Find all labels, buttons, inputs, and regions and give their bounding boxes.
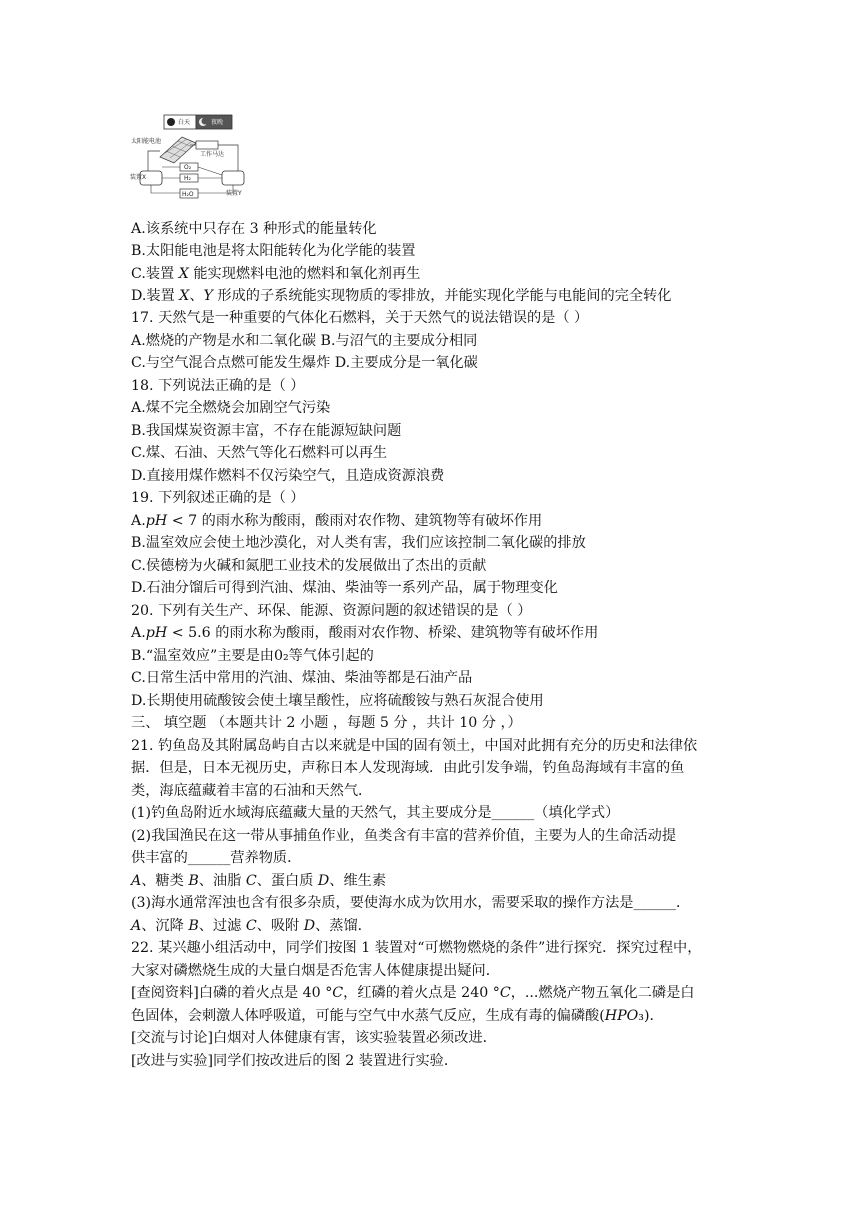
flow-h2o-x	[151, 185, 180, 193]
question-22-improvement: [改进与实验]同学们按改进后的图 2 装置进行实验．	[131, 1053, 459, 1069]
option-19c: C.侯德榜为火碱和氮肥工业技术的发展做出了杰出的贡献	[131, 558, 487, 574]
energy-system-svg	[130, 113, 248, 203]
flow-o2-y	[198, 167, 222, 175]
device-x-label: 装置X	[130, 174, 147, 181]
question-22-line2: 大家对磷燃烧生成的大量白烟是否危害人体健康提出疑问．	[131, 963, 500, 979]
option-18d: D.直接用煤作燃料不仅污染空气，且造成资源浪费	[131, 468, 445, 484]
question-22-discussion: [交流与讨论]白烟对人体健康有害，该实验装置必须改进．	[131, 1030, 497, 1046]
solar-cell-label: 太阳能电池	[131, 138, 162, 145]
wire-right	[218, 145, 238, 173]
question-21-line3: 类，海底蕴藏着丰富的石油和天然气．	[131, 783, 373, 799]
option-20b: B.“温室效应”主要是由0₂等气体引起的	[131, 648, 374, 664]
question-21-line1: 21. 钓鱼岛及其附属岛屿自古以来就是中国的固有领土，中国对此拥有充分的历史和法律依	[131, 738, 698, 754]
section-3-heading: 三、 填空题 （本题共计 2 小题 ，每题 5 分 ，共计 10 分 ，）	[131, 715, 522, 731]
question-22-line1: 22. 某兴趣小组活动中，同学们按图 1 装置对“可燃物燃烧的条件”进行探究．探究过程中，	[131, 940, 702, 956]
question-21-part3-options: 𝐴、沉降 𝐵、过滤 𝐶、吸附 𝐷、蒸馏．	[131, 918, 372, 934]
device-y-label: 装置Y	[226, 190, 242, 197]
option-16b: B.太阳能电池是将太阳能转化为化学能的装置	[131, 243, 416, 259]
option-18a: A.煤不完全燃烧会加剧空气污染	[131, 400, 331, 416]
question-21-part1: (1)钓鱼岛附近水域海底蕴藏大量的天然气，其主要成分是______（填化学式）	[131, 805, 620, 821]
night-label: 夜晚	[211, 119, 224, 126]
option-16d: D.装置 𝑋、𝑌 形成的子系统能实现物质的零排放，并能实现化学能与电能间的完全转化	[131, 288, 672, 304]
option-19b: B.温室效应会使土地沙漠化，对人类有害，我们应该控制二氧化碳的排放	[131, 535, 586, 551]
o2-label: O₂	[184, 164, 192, 171]
work-motor-box	[196, 141, 218, 149]
option-19d: D.石油分馏后可得到汽油、煤油、柴油等一系列产品，属于物理变化	[131, 580, 558, 596]
question-21-part3: (3)海水通常浑浊也含有很多杂质，要使海水成为饮用水，需要采取的操作方法是______．	[131, 895, 691, 911]
question-21-part2-line2: 供丰富的______营养物质．	[131, 850, 302, 866]
option-20c: C.日常生活中常用的汽油、煤油、柴油等都是石油产品	[131, 670, 473, 686]
h2o-label: H₂O	[182, 191, 194, 198]
question-21-part2-options: 𝐴、糖类 𝐵、油脂 𝐶、蛋白质 𝐷、维生素	[131, 873, 387, 889]
moon-shadow	[202, 118, 209, 125]
options-17ab: A.燃烧的产物是水和二氧化碳 B.与沼气的主要成分相同	[131, 333, 478, 349]
option-16c: C.装置 𝑋 能实现燃料电池的燃料和氧化剂再生	[131, 266, 421, 282]
day-label: 白天	[178, 119, 191, 126]
option-18c: C.煤、石油、天然气等化石燃料可以再生	[131, 445, 388, 461]
work-motor-label: 工作马达	[200, 151, 225, 158]
question-17: 17. 天然气是一种重要的气体化石燃料，关于天然气的说法错误的是（ ）	[131, 310, 589, 326]
question-22-reference-line1: [查阅资料]白磷的着火点是 40 °𝐶，红磷的着火点是 240 °𝐶，...燃烧产物五氧化二磷是白	[131, 985, 695, 1001]
option-19a: A.𝑝𝐻 < 7 的雨水称为酸雨，酸雨对农作物、建筑物等有破坏作用	[131, 513, 543, 529]
device-y-box	[222, 171, 244, 185]
energy-system-diagram	[130, 113, 248, 203]
option-20d: D.长期使用硫酸铵会使土壤呈酸性，应将硫酸铵与熟石灰混合使用	[131, 693, 544, 709]
options-17cd: C.与空气混合点燃可能发生爆炸 D.主要成分是一氧化碳	[131, 355, 478, 371]
solar-panel-icon	[160, 137, 196, 163]
question-21-line2: 据．但是，日本无视历史，声称日本人发现海域．由此引发争端，钓鱼岛海域有丰富的鱼	[131, 760, 685, 776]
option-16a: A.该系统中只存在 3 种形式的能量转化	[131, 221, 377, 237]
question-22-reference-line2: 色固体，会刺激人体呼吸道，可能与空气中水蒸气反应，生成有毒的偏磷酸(𝐻𝑃𝑂₃)．	[131, 1008, 664, 1024]
question-20: 20. 下列有关生产、环保、能源、资源问题的叙述错误的是（ ）	[131, 603, 532, 619]
question-18: 18. 下列说法正确的是（ ）	[131, 378, 305, 394]
wire-left	[148, 151, 160, 173]
question-21-part2-line1: (2)我国渔民在这一带从事捕鱼作业，鱼类含有丰富的营养价值，主要为人的生命活动提	[131, 828, 677, 844]
sun-icon	[167, 118, 175, 126]
option-20a: A.𝑝𝐻 < 5.6 的雨水称为酸雨，酸雨对农作物、桥梁、建筑物等有破坏作用	[131, 625, 599, 641]
question-19: 19. 下列叙述正确的是（ ）	[131, 490, 305, 506]
option-18b: B.我国煤炭资源丰富，不存在能源短缺问题	[131, 423, 402, 439]
h2-label: H₂	[184, 175, 191, 182]
